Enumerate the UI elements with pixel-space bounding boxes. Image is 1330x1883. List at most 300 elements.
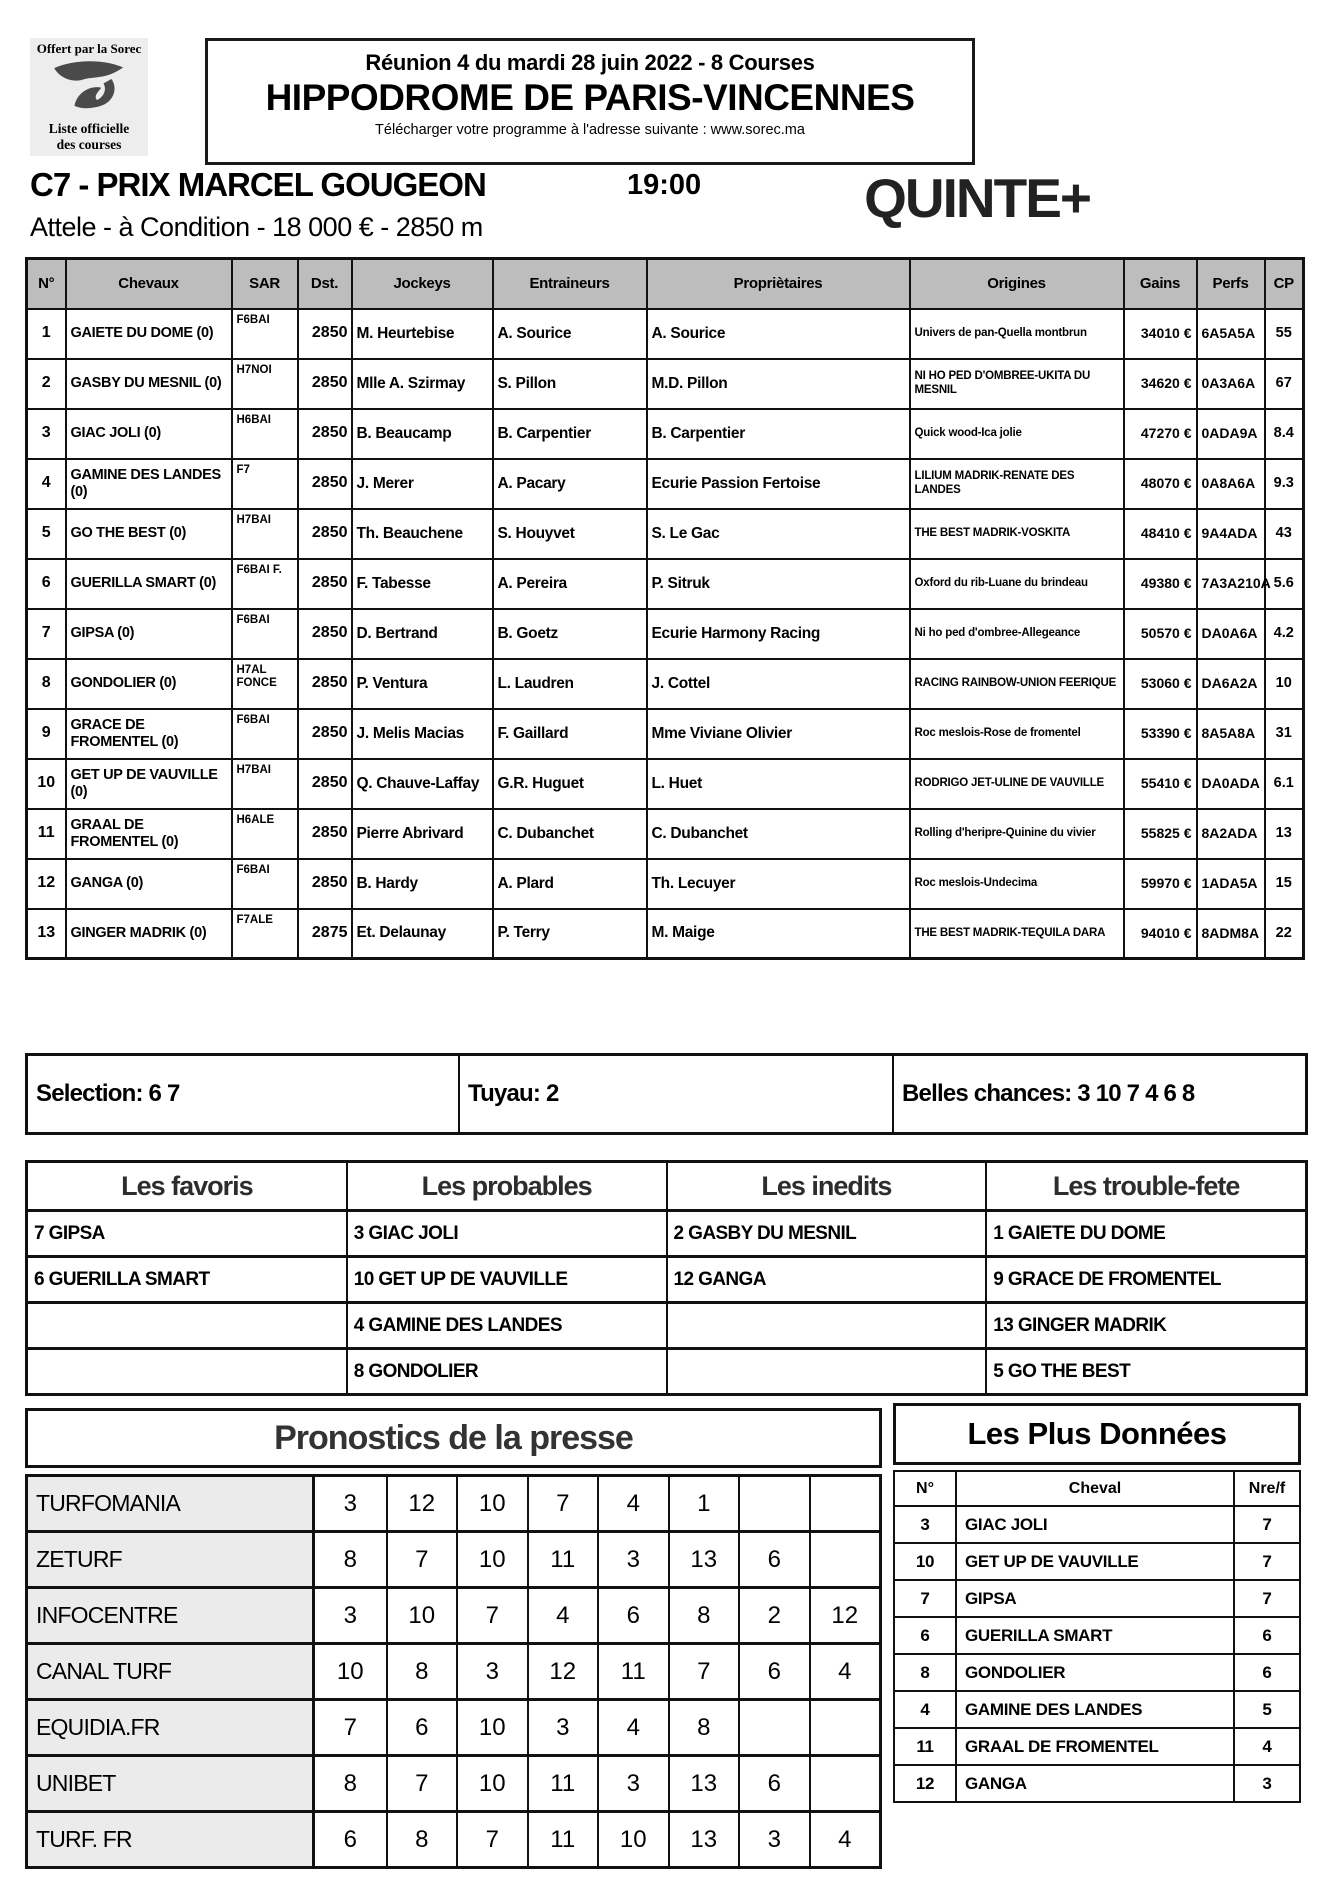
press-source: TURF. FR: [28, 1813, 315, 1866]
runner-perfs: 6A5A5A: [1197, 309, 1265, 359]
runner-owner: M.D. Pillon: [647, 359, 910, 409]
runner-distance: 2850: [298, 759, 352, 809]
runner-row: [27, 859, 1304, 909]
runner-perfs: DA0ADA: [1197, 759, 1265, 809]
press-pick: 7: [527, 1477, 598, 1530]
runner-horse-name: GUERILLA SMART (0): [66, 559, 232, 609]
press-forecasts-title: Pronostics de la presse: [25, 1408, 882, 1468]
runner-horse-name: GIAC JOLI (0): [66, 409, 232, 459]
runner-jockey: Mlle A. Szirmay: [352, 359, 493, 409]
runner-cp: 8.4: [1265, 409, 1304, 459]
runner-earnings: 49380 €: [1124, 559, 1197, 609]
runner-jockey: Pierre Abrivard: [352, 809, 493, 859]
race-conditions: Attele - à Condition - 18 000 € - 2850 m: [30, 212, 483, 242]
press-pick: 3: [738, 1813, 809, 1866]
most-given-row: [895, 1505, 1299, 1542]
program-header: [205, 38, 975, 165]
most-given-num: 4: [895, 1692, 957, 1727]
runner-owner: B. Carpentier: [647, 409, 910, 459]
runner-trainer: A. Pereira: [493, 559, 647, 609]
runner-perfs: 8ADM8A: [1197, 909, 1265, 959]
runner-perfs: DA0A6A: [1197, 609, 1265, 659]
runners-table: [25, 257, 1305, 960]
runners-header-row: [27, 259, 1304, 309]
press-pick: 7: [343, 1713, 357, 1741]
pick-item: 9 GRACE DE FROMENTEL: [987, 1258, 1305, 1304]
runner-number: 2: [27, 359, 66, 409]
most-given-horse: GAMINE DES LANDES: [965, 1699, 1143, 1719]
runner-origins: THE BEST MADRIK-VOSKITA: [910, 509, 1124, 559]
runner-origins: Univers de pan-Quella montbrun: [910, 309, 1124, 359]
press-pick: 7: [386, 1533, 457, 1586]
runner-distance: 2850: [298, 559, 352, 609]
tuyau-cell: Tuyau: 2: [458, 1056, 892, 1132]
runner-origins: Roc meslois-Rose de fromentel: [910, 709, 1124, 759]
runner-horse-name: GAIETE DU DOME (0): [66, 309, 232, 359]
most-given-num: 10: [895, 1544, 957, 1579]
most-given-count: 7: [1233, 1507, 1299, 1542]
runner-trainer: S. Houyvet: [493, 509, 647, 559]
press-pick: 3: [343, 1601, 357, 1629]
most-given-row: [895, 1616, 1299, 1653]
runner-owner: C. Dubanchet: [647, 809, 910, 859]
runner-origins: Ni ho ped d'ombree-Allegeance: [910, 609, 1124, 659]
runner-trainer: P. Terry: [493, 909, 647, 959]
press-source: CANAL TURF: [28, 1645, 315, 1698]
most-given-count: 5: [1233, 1692, 1299, 1727]
press-pick: 8: [668, 1589, 739, 1642]
press-pick: [809, 1701, 880, 1754]
runner-cp: 10: [1265, 659, 1304, 709]
press-pick: 8: [343, 1545, 357, 1573]
most-given-col-num: N°: [895, 1472, 957, 1505]
runner-distance: 2850: [298, 309, 352, 359]
press-pick: 2: [738, 1589, 809, 1642]
runner-sar: H7AL FONCE: [232, 659, 298, 709]
runner-owner: Th. Lecuyer: [647, 859, 910, 909]
runner-cp: 13: [1265, 809, 1304, 859]
runner-owner: Ecurie Passion Fertoise: [647, 459, 910, 509]
press-pick: 3: [456, 1645, 527, 1698]
runner-perfs: DA6A2A: [1197, 659, 1265, 709]
press-pick: 12: [809, 1589, 880, 1642]
pick-item: [668, 1350, 986, 1393]
picks-column: [346, 1163, 666, 1393]
press-pick: [738, 1477, 809, 1530]
runner-earnings: 48410 €: [1124, 509, 1197, 559]
runner-cp: 22: [1265, 909, 1304, 959]
runner-number: 5: [27, 509, 66, 559]
most-given-table: [893, 1470, 1301, 1803]
runner-distance: 2850: [298, 459, 352, 509]
picks-table: [25, 1160, 1308, 1396]
runner-jockey: Q. Chauve-Laffay: [352, 759, 493, 809]
most-given-count: 3: [1233, 1766, 1299, 1801]
press-source: INFOCENTRE: [28, 1589, 315, 1642]
picks-column-title: Les probables: [348, 1163, 666, 1212]
runner-jockey: Et. Delaunay: [352, 909, 493, 959]
runner-distance: 2875: [298, 909, 352, 959]
runner-owner: Ecurie Harmony Racing: [647, 609, 910, 659]
runner-cp: 6.1: [1265, 759, 1304, 809]
pick-item: 10 GET UP DE VAUVILLE: [348, 1258, 666, 1304]
press-pick: 7: [456, 1589, 527, 1642]
runner-perfs: 7A3A210A: [1197, 559, 1265, 609]
download-line: Télécharger votre programme à l'adresse suivante : www.sorec.ma: [375, 122, 805, 138]
press-pick: 13: [668, 1757, 739, 1810]
runner-trainer: B. Carpentier: [493, 409, 647, 459]
runner-cp: 67: [1265, 359, 1304, 409]
press-pick: 10: [597, 1813, 668, 1866]
press-pick: 6: [738, 1533, 809, 1586]
press-pick: 7: [386, 1757, 457, 1810]
col-header-num: N°: [27, 259, 66, 309]
runner-horse-name: GRACE DE FROMENTEL (0): [66, 709, 232, 759]
runner-trainer: B. Goetz: [493, 609, 647, 659]
runner-earnings: 53060 €: [1124, 659, 1197, 709]
pick-item: 1 GAIETE DU DOME: [987, 1212, 1305, 1258]
picks-column-title: Les trouble-fete: [987, 1163, 1305, 1212]
runner-number: 6: [27, 559, 66, 609]
runner-number: 13: [27, 909, 66, 959]
most-given-horse: GIPSA: [965, 1588, 1017, 1608]
runner-jockey: J. Melis Macias: [352, 709, 493, 759]
most-given-row: [895, 1727, 1299, 1764]
runner-jockey: P. Ventura: [352, 659, 493, 709]
most-given-num: 7: [895, 1581, 957, 1616]
runner-origins: Quick wood-Ica jolie: [910, 409, 1124, 459]
runner-origins: Roc meslois-Undecima: [910, 859, 1124, 909]
runner-earnings: 94010 €: [1124, 909, 1197, 959]
col-header-dst: Dst.: [298, 259, 352, 309]
col-header-sar: SAR: [232, 259, 298, 309]
runner-origins: THE BEST MADRIK-TEQUILA DARA: [910, 909, 1124, 959]
most-given-horse: GRAAL DE FROMENTEL: [965, 1736, 1159, 1756]
runner-distance: 2850: [298, 859, 352, 909]
runner-owner: A. Sourice: [647, 309, 910, 359]
picks-column: [985, 1163, 1305, 1393]
most-given-num: 8: [895, 1655, 957, 1690]
runner-trainer: S. Pillon: [493, 359, 647, 409]
runner-sar: H7BAI: [232, 759, 298, 809]
runner-horse-name: GIPSA (0): [66, 609, 232, 659]
belles-chances-cell: Belles chances: 3 10 7 4 6 8: [892, 1056, 1305, 1132]
picks-column: [28, 1163, 346, 1393]
runner-sar: F7: [232, 459, 298, 509]
runner-earnings: 53390 €: [1124, 709, 1197, 759]
press-pick: 4: [809, 1813, 880, 1866]
most-given-row: [895, 1653, 1299, 1690]
pick-item: 13 GINGER MADRIK: [987, 1304, 1305, 1350]
sorec-logo: [30, 38, 148, 156]
press-source: EQUIDIA.FR: [28, 1701, 315, 1754]
runner-row: [27, 509, 1304, 559]
col-header-cp: CP: [1265, 259, 1304, 309]
most-given-col-nref: Nre/f: [1233, 1472, 1299, 1505]
runner-distance: 2850: [298, 609, 352, 659]
runner-distance: 2850: [298, 509, 352, 559]
runner-row: [27, 559, 1304, 609]
pick-item: [28, 1304, 346, 1350]
press-pick: 6: [738, 1757, 809, 1810]
press-pick: 6: [738, 1645, 809, 1698]
meeting-line: Réunion 4 du mardi 28 juin 2022 - 8 Courses: [365, 50, 815, 75]
press-pick: 8: [343, 1769, 357, 1797]
press-pick: 11: [527, 1533, 598, 1586]
press-pick: 10: [456, 1477, 527, 1530]
press-pick: 13: [668, 1813, 739, 1866]
press-pick: 7: [668, 1645, 739, 1698]
most-given-count: 7: [1233, 1581, 1299, 1616]
runner-earnings: 34620 €: [1124, 359, 1197, 409]
press-pick: 10: [456, 1701, 527, 1754]
press-row: [28, 1642, 879, 1698]
runner-distance: 2850: [298, 659, 352, 709]
logo-top-text: Offert par la Sorec: [36, 41, 142, 56]
runner-number: 11: [27, 809, 66, 859]
press-pick: 8: [386, 1645, 457, 1698]
most-given-horse: GUERILLA SMART: [965, 1625, 1113, 1645]
runner-perfs: 0ADA9A: [1197, 409, 1265, 459]
press-pick: 7: [456, 1813, 527, 1866]
runner-owner: L. Huet: [647, 759, 910, 809]
runner-perfs: 9A4ADA: [1197, 509, 1265, 559]
runner-origins: NI HO PED D'OMBREE-UKITA DU MESNIL: [910, 359, 1124, 409]
press-pick: 10: [386, 1589, 457, 1642]
runner-perfs: 0A8A6A: [1197, 459, 1265, 509]
runner-sar: F7ALE: [232, 909, 298, 959]
runner-number: 10: [27, 759, 66, 809]
runner-trainer: G.R. Huguet: [493, 759, 647, 809]
press-pick: [809, 1477, 880, 1530]
runner-sar: H6BAI: [232, 409, 298, 459]
press-pick: 13: [668, 1533, 739, 1586]
runner-owner: M. Maige: [647, 909, 910, 959]
most-given-col-cheval: Cheval: [1068, 1479, 1122, 1497]
pick-item: 12 GANGA: [668, 1258, 986, 1304]
runner-cp: 31: [1265, 709, 1304, 759]
runner-trainer: C. Dubanchet: [493, 809, 647, 859]
most-given-row: [895, 1764, 1299, 1801]
press-row: [28, 1530, 879, 1586]
runner-row: [27, 459, 1304, 509]
runner-jockey: Th. Beauchene: [352, 509, 493, 559]
most-given-num: 12: [895, 1766, 957, 1801]
runner-sar: F6BAI: [232, 309, 298, 359]
pick-item: 4 GAMINE DES LANDES: [348, 1304, 666, 1350]
runner-horse-name: GAMINE DES LANDES (0): [66, 459, 232, 509]
runner-jockey: F. Tabesse: [352, 559, 493, 609]
runner-sar: H7NOI: [232, 359, 298, 409]
press-pick: 10: [456, 1533, 527, 1586]
runner-number: 3: [27, 409, 66, 459]
runner-sar: F6BAI: [232, 609, 298, 659]
most-given-horse: GET UP DE VAUVILLE: [965, 1551, 1139, 1571]
most-given-header-row: [895, 1472, 1299, 1505]
runner-row: [27, 909, 1304, 959]
most-given-num: 11: [895, 1729, 957, 1764]
press-pick: 4: [597, 1477, 668, 1530]
runner-jockey: D. Bertrand: [352, 609, 493, 659]
press-pick: 1: [668, 1477, 739, 1530]
most-given-section: [893, 1403, 1301, 1803]
runner-distance: 2850: [298, 359, 352, 409]
col-header-entraineurs: Entraineurs: [493, 259, 647, 309]
runner-row: [27, 709, 1304, 759]
pick-item: 8 GONDOLIER: [353, 1360, 479, 1382]
runner-row: [27, 659, 1304, 709]
pick-item: 7 GIPSA: [28, 1212, 346, 1258]
runner-perfs: 0A3A6A: [1197, 359, 1265, 409]
press-pick: 6: [386, 1701, 457, 1754]
press-pick: 4: [527, 1589, 598, 1642]
runner-distance: 2850: [298, 409, 352, 459]
press-pick: 6: [343, 1825, 357, 1853]
selection-cell: Selection: 6 7: [36, 1080, 180, 1107]
most-given-num: 3: [895, 1507, 957, 1542]
runner-origins: LILIUM MADRIK-RENATE DES LANDES: [910, 459, 1124, 509]
runner-trainer: A. Plard: [493, 859, 647, 909]
runner-row: [27, 809, 1304, 859]
press-pick: 12: [527, 1645, 598, 1698]
runner-distance: 2850: [298, 709, 352, 759]
pick-item: 2 GASBY DU MESNIL: [668, 1212, 986, 1258]
press-row: [28, 1754, 879, 1810]
press-pick: 3: [343, 1489, 357, 1517]
logo-bottom-text: Liste officielle des courses: [48, 121, 130, 152]
pick-item: [668, 1304, 986, 1350]
runner-row: [27, 309, 1304, 359]
runner-row: [27, 409, 1304, 459]
runner-earnings: 55410 €: [1124, 759, 1197, 809]
runner-row: [27, 609, 1304, 659]
runner-cp: 9.3: [1265, 459, 1304, 509]
runner-earnings: 47270 €: [1124, 409, 1197, 459]
runner-sar: H7BAI: [232, 509, 298, 559]
race-title: C7 - PRIX MARCEL GOUGEON: [30, 166, 486, 203]
runner-row: [27, 359, 1304, 409]
runner-sar: F6BAI F.: [232, 559, 298, 609]
press-pick: 6: [597, 1589, 668, 1642]
most-given-count: 7: [1233, 1544, 1299, 1579]
press-pick: 11: [597, 1645, 668, 1698]
most-given-row: [895, 1690, 1299, 1727]
runner-origins: Oxford du rib-Luane du brindeau: [910, 559, 1124, 609]
runner-cp: 55: [1265, 309, 1304, 359]
col-header-gains: Gains: [1124, 259, 1197, 309]
press-pick: 11: [527, 1813, 598, 1866]
runner-trainer: A. Sourice: [493, 309, 647, 359]
runner-horse-name: GET UP DE VAUVILLE (0): [66, 759, 232, 809]
col-header-proprietaires: Propriètaires: [647, 259, 910, 309]
runner-jockey: J. Merer: [352, 459, 493, 509]
col-header-jockeys: Jockeys: [352, 259, 493, 309]
runner-earnings: 50570 €: [1124, 609, 1197, 659]
runner-perfs: 8A5A8A: [1197, 709, 1265, 759]
press-pick: 8: [668, 1701, 739, 1754]
col-header-chevaux: Chevaux: [66, 259, 232, 309]
press-source: ZETURF: [28, 1533, 315, 1586]
runner-owner: S. Le Gac: [647, 509, 910, 559]
press-pick: 12: [386, 1477, 457, 1530]
runner-trainer: F. Gaillard: [493, 709, 647, 759]
runner-sar: F6BAI: [232, 709, 298, 759]
race-header: [30, 166, 1302, 254]
picks-column: [666, 1163, 986, 1393]
race-time: 19:00: [627, 169, 702, 201]
runner-number: 9: [27, 709, 66, 759]
press-source: TURFOMANIA: [28, 1477, 315, 1530]
runner-origins: Rolling d'heripre-Quinine du vivier: [910, 809, 1124, 859]
runner-number: 4: [27, 459, 66, 509]
sorec-horse-icon: [49, 58, 129, 116]
runner-distance: 2850: [298, 809, 352, 859]
press-pick: 10: [456, 1757, 527, 1810]
runner-perfs: 1ADA5A: [1197, 859, 1265, 909]
runner-earnings: 55825 €: [1124, 809, 1197, 859]
runner-jockey: M. Heurtebise: [352, 309, 493, 359]
press-pick: 10: [336, 1657, 364, 1685]
press-pick: 3: [597, 1757, 668, 1810]
runner-jockey: B. Beaucamp: [352, 409, 493, 459]
runner-trainer: A. Pacary: [493, 459, 647, 509]
press-forecasts-section: [25, 1408, 882, 1869]
pick-item: 6 GUERILLA SMART: [28, 1258, 346, 1304]
most-given-num: 6: [895, 1618, 957, 1653]
press-row: [28, 1698, 879, 1754]
runner-cp: 43: [1265, 509, 1304, 559]
pick-item: 3 GIAC JOLI: [348, 1212, 666, 1258]
most-given-count: 6: [1233, 1655, 1299, 1690]
runner-horse-name: GONDOLIER (0): [66, 659, 232, 709]
press-pick: 11: [527, 1757, 598, 1810]
press-forecasts-table: [25, 1474, 882, 1869]
press-row: [28, 1810, 879, 1866]
pick-item: [28, 1350, 346, 1393]
runner-row: [27, 759, 1304, 809]
runner-trainer: L. Laudren: [493, 659, 647, 709]
press-pick: [809, 1533, 880, 1586]
runner-horse-name: GINGER MADRIK (0): [66, 909, 232, 959]
runner-horse-name: GANGA (0): [66, 859, 232, 909]
runner-horse-name: GRAAL DE FROMENTEL (0): [66, 809, 232, 859]
runner-origins: RODRIGO JET-ULINE DE VAUVILLE: [910, 759, 1124, 809]
picks-column-title: Les inedits: [668, 1163, 986, 1212]
runner-earnings: 34010 €: [1124, 309, 1197, 359]
col-header-origines: Origines: [910, 259, 1124, 309]
most-given-count: 6: [1233, 1618, 1299, 1653]
most-given-horse: GANGA: [965, 1773, 1027, 1793]
press-pick: [809, 1757, 880, 1810]
press-row: [28, 1477, 879, 1530]
runner-cp: 15: [1265, 859, 1304, 909]
runner-sar: H6ALE: [232, 809, 298, 859]
runner-jockey: B. Hardy: [352, 859, 493, 909]
press-pick: 4: [809, 1645, 880, 1698]
most-given-row: [895, 1579, 1299, 1616]
runner-cp: 5.6: [1265, 559, 1304, 609]
runner-number: 12: [27, 859, 66, 909]
pick-item: 5 GO THE BEST: [993, 1360, 1131, 1382]
picks-column-title: Les favoris: [28, 1163, 346, 1212]
runner-owner: P. Sitruk: [647, 559, 910, 609]
runner-horse-name: GASBY DU MESNIL (0): [66, 359, 232, 409]
most-given-title: Les Plus Données: [893, 1403, 1301, 1465]
selection-bar: [25, 1053, 1308, 1135]
most-given-row: [895, 1542, 1299, 1579]
press-pick: 8: [386, 1813, 457, 1866]
runner-number: 1: [27, 309, 66, 359]
